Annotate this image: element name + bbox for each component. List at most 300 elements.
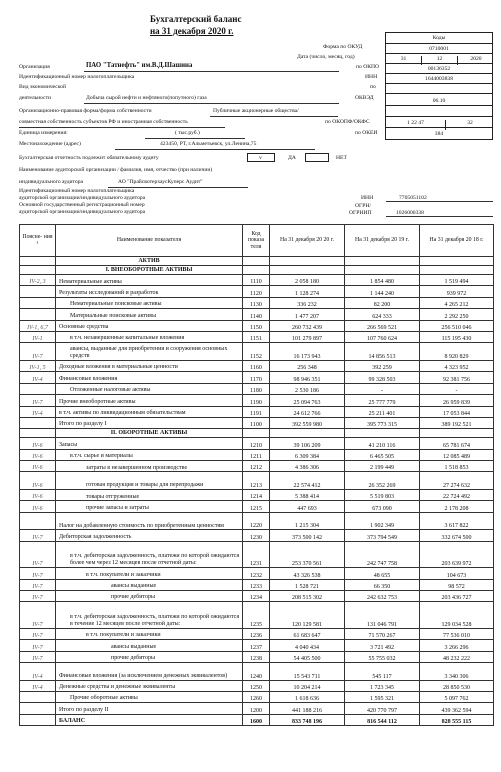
value-2020: 373 500 142 [270,530,345,541]
row-code: 1230 [243,530,270,541]
section-note-cell [20,257,56,266]
note-cell [20,691,56,702]
row-name: в т.ч. активы по ликвидационным обязательствам [56,406,243,417]
section-header-row [20,266,494,275]
table-row [20,360,494,371]
table-row [20,383,494,394]
row-code: 1140 [243,309,270,320]
value-2019: 131 046 791 [345,602,420,628]
activity-label-2: деятельности [19,95,52,101]
section-title: II. ОБОРОТНЫЕ АКТИВЫ [56,429,243,438]
value-2018: 98 572 [420,579,494,590]
value-2020: 15 543 711 [270,662,345,680]
value-2019: 1 902 349 [345,512,420,530]
value-2020: 24 612 766 [270,406,345,417]
table-row [20,372,494,383]
row-name: Материальные поисковые активы [56,309,243,320]
note-cell: IV-7 [20,602,56,628]
value-2018: 129 034 528 [420,602,494,628]
value-2019: 99 328 503 [345,372,420,383]
value-2019: 392 259 [345,360,420,371]
table-row [20,275,494,286]
value-2020: 441 188 216 [270,703,345,714]
value-2018: 439 362 594 [420,703,494,714]
row-code: 1237 [243,640,270,651]
audit-no-checkbox[interactable] [305,153,329,162]
row-code: 1100 [243,417,270,428]
org-label: Организация [19,64,50,70]
value-2019: 1 144 240 [345,286,420,297]
col-name-header: Наименование показателя [56,225,243,257]
value-2019: 420 770 797 [345,703,420,714]
date-day: 31 [386,56,422,65]
row-code: 1236 [243,628,270,639]
section-value-cell [420,429,494,438]
row-code: 1233 [243,579,270,590]
value-2018: 22 724 492 [420,490,494,501]
okopf-label: по ОКОПФ/ОКФС [325,119,370,125]
okei-code: 384 [434,131,444,137]
note-cell [20,297,56,308]
audit-yes-label: ДА [288,155,296,161]
value-2020: 2 058 180 [270,275,345,286]
row-code: 1234 [243,590,270,601]
auditor-ogrn-label: ОГРН/ [355,203,371,209]
note-cell [20,309,56,320]
value-2018: 17 053 844 [420,406,494,417]
value-2020: 1 215 304 [270,512,345,530]
note-cell: IV-7 [20,651,56,662]
inn-code: 1644003838 [425,76,453,82]
value-2020: 5 388 414 [270,490,345,501]
row-name: в т.ч. дебиторская задолженность, платежи по которой ожидаются более чем через 12 месяцев после отчетной даты: [56,541,243,567]
auditor-value: АО "ПрайсвотерхаусКуперс Аудит" [118,179,203,185]
row-name: Прочие внеоборотные активы [56,395,243,406]
value-2019: 624 333 [345,309,420,320]
value-2020: 336 232 [270,297,345,308]
okud-label: Форма по ОКУД [323,44,363,50]
note-cell: IV-6 [20,490,56,501]
auditor-inn-value: 7705051102 [399,195,427,201]
value-2019: 14 856 513 [345,343,420,361]
activity-label-1: Вид экономической [19,84,66,90]
section-value-cell [345,429,420,438]
row-name: Итого по разделу I [56,417,243,428]
note-cell: IV-1 [20,331,56,342]
value-2019: 395 773 315 [345,417,420,428]
value-2020: 22 574 412 [270,472,345,490]
value-2019: 5 519 803 [345,490,420,501]
table-row [20,530,494,541]
value-2018: 12 085 489 [420,449,494,460]
auditor-inn-label: ИНН [361,195,374,201]
auditor-ogrn-value: 1026000338 [396,210,424,216]
table-row [20,320,494,331]
section-value-cell [420,257,494,266]
okved-label: ОКВЭД [355,95,374,101]
row-code: 1214 [243,490,270,501]
row-code: 1215 [243,501,270,512]
row-name: прочие дебиторы [56,651,243,662]
row-code: 1200 [243,703,270,714]
section-code-cell [243,266,270,275]
document-title: Бухгалтерский баланс [150,14,242,24]
note-cell: IV-6 [20,461,56,472]
value-2020: 1 618 636 [270,691,345,702]
value-2019: 242 747 758 [345,541,420,567]
value-2020: 39 106 209 [270,438,345,449]
document-date-title: на 31 декабря 2020 г. [150,26,234,36]
note-cell [20,383,56,394]
value-2019: 82 200 [345,297,420,308]
note-cell: IV-4 [20,680,56,691]
table-row [20,406,494,417]
table-row [20,680,494,691]
activity-value: Добыча сырой нефти и нефтяного(попутного) газа [86,95,207,101]
row-code: 1235 [243,602,270,628]
legal-form-value: Публичные акционерные общества/ [213,108,299,114]
auditor-inn-line [386,201,493,202]
value-2019: 6 465 505 [345,449,420,460]
value-2020: 101 279 897 [270,331,345,342]
value-2018: 256 510 046 [420,320,494,331]
row-code: 1110 [243,275,270,286]
col-2018-header: На 31 декабря 20 18 г. [420,225,494,257]
audit-yes-checkbox[interactable] [247,153,275,162]
date-label: Дата (число, месяц, год) [297,54,355,60]
org-name: ПАО "Татнефть" им.В.Д.Шашина [86,62,193,69]
table-row [20,579,494,590]
value-2019: 1 595 321 [345,691,420,702]
section-note-cell [20,429,56,438]
table-row [20,640,494,651]
value-2018: 203 436 727 [420,590,494,601]
address-value: 423450, РТ, г.Альметьевск, ул.Ленина,75 [160,141,257,147]
table-row [20,501,494,512]
okved-code: 06.10 [432,98,446,104]
note-cell: IV-6 [20,449,56,460]
value-2018: 1 519 494 [420,275,494,286]
row-code: 1238 [243,651,270,662]
value-2020: 1 128 274 [270,286,345,297]
value-2020: 16 173 943 [270,343,345,361]
note-cell: IV-7 [20,541,56,567]
section-title: АКТИВ [56,257,243,266]
value-2020: 43 326 538 [270,568,345,579]
activity-po: по [370,84,376,90]
address-underline [115,149,315,150]
auditor-label: индивидуального аудитора [19,179,83,185]
value-2020: 447 693 [270,501,345,512]
table-row [20,490,494,501]
note-cell [20,714,56,725]
table-body [20,257,494,726]
legal-form-label: Организационно-правовая форма/форма собственности [19,108,152,114]
row-name: прочие запасы и затраты [56,501,243,512]
section-value-cell [270,257,345,266]
section-title: I. ВНЕОБОРОТНЫЕ АКТИВЫ [56,266,243,275]
value-2020: 25 094 763 [270,395,345,406]
value-2019: 673 090 [345,501,420,512]
table-row [20,512,494,530]
note-cell: IV-4 [20,406,56,417]
value-2019: 41 210 116 [345,438,420,449]
value-2018: 389 192 521 [420,417,494,428]
note-cell: IV-7 [20,530,56,541]
balance-table [19,224,494,726]
value-2018: 65 781 674 [420,438,494,449]
value-2019: 55 755 032 [345,651,420,662]
value-2018: 4 323 952 [420,360,494,371]
value-2019: 545 117 [345,662,420,680]
okei-label: по ОКЕИ [355,130,378,136]
section-value-cell [420,266,494,275]
table-row [20,602,494,628]
table-row [20,714,494,725]
note-cell: IV-1, 5 [20,360,56,371]
unit-value: ( тыс.руб.) [175,130,200,136]
ownership-underline [19,127,225,128]
value-2020: 10 204 214 [270,680,345,691]
table-row [20,662,494,680]
note-cell: IV-4 [20,662,56,680]
note-cell: IV-6 [20,438,56,449]
section-value-cell [270,266,345,275]
auditor-inn-text-2: аудиторской организации/индивидуального аудитора [19,195,146,201]
note-cell: IV-7 [20,640,56,651]
row-code: 1160 [243,360,270,371]
row-code: 1240 [243,662,270,680]
row-name: Основные средства [56,320,243,331]
okopf-code: 1 22 47 [386,120,446,130]
table-row [20,472,494,490]
section-header-row [20,257,494,266]
row-code: 1190 [243,395,270,406]
value-2019: 266 569 521 [345,320,420,331]
value-2018: 828 555 115 [420,714,494,725]
row-name: в т.ч. дебиторская задолженность, платежи по которой ожидаются в течение 12 месяцев после отчетной даты: [56,602,243,628]
row-name: в т.ч. покупатели и заказчики [56,568,243,579]
value-2018: 3 617 822 [420,512,494,530]
row-code: 1220 [243,512,270,530]
note-cell: IV-7 [20,579,56,590]
value-2019: 48 655 [345,568,420,579]
row-code: 1210 [243,438,270,449]
row-name: в т.ч. покупатели и заказчики [56,628,243,639]
row-name: авансы выданные [56,579,243,590]
table-row [20,461,494,472]
table-row [20,568,494,579]
value-2020: 98 946 351 [270,372,345,383]
col-note-header: Поясне- ния ¹ [20,225,56,257]
row-code: 1170 [243,372,270,383]
value-2020: 833 748 196 [270,714,345,725]
audit-yes-mark: v [259,155,262,161]
row-name: Нематериальные поисковые активы [56,297,243,308]
okpo-label: по ОКПО [356,64,380,70]
value-2018: 77 536 010 [420,628,494,639]
row-name: Результаты исследований и разработок [56,286,243,297]
row-code: 1191 [243,406,270,417]
row-code: 1212 [243,461,270,472]
ownership-value: совместная собственность субъектов РФ и иностранная собственность [19,119,188,125]
row-code: 1211 [243,449,270,460]
table-row [20,691,494,702]
row-name: Прочие оборотные активы [56,691,243,702]
value-2020: 256 348 [270,360,345,371]
value-2019: 3 721 492 [345,640,420,651]
row-name: Доходные вложения в материальные ценности [56,360,243,371]
auditor-ogrn-text-1: Основной государственный регистрационный номер [19,202,145,208]
value-2019: 25 777 779 [345,395,420,406]
row-name: Отложенные налоговые активы [56,383,243,394]
row-name: Итого по разделу II [56,703,243,714]
value-2018: - [420,383,494,394]
value-2018: 3 266 296 [420,640,494,651]
value-2019: 1 723 345 [345,680,420,691]
row-code: 1130 [243,297,270,308]
value-2020: 1 528 721 [270,579,345,590]
value-2019: 71 570 267 [345,628,420,639]
row-name: Дебиторская задолженность [56,530,243,541]
value-2018: 115 195 430 [420,331,494,342]
auditor-ogrn-text-2: аудиторской организации/индивидуального аудитора [19,209,146,215]
row-name: в.т.ч. сырье и материалы [56,449,243,460]
section-code-cell [243,429,270,438]
table-row [20,343,494,361]
date-year: 2020 [470,56,482,62]
audit-label: Бухгалтерская отчетность подлежит обязательному аудиту [19,155,159,161]
row-name: товары отгруженные [56,490,243,501]
value-2018: 48 232 222 [420,651,494,662]
value-2020: 61 683 647 [270,628,345,639]
note-cell: IV-1, 6,7 [20,320,56,331]
note-cell [20,512,56,530]
row-name: Финансовые вложения (за исключением денежных эквивалентов) [56,662,243,680]
value-2018: 92 381 756 [420,372,494,383]
value-2018: 3 340 306 [420,662,494,680]
value-2018: 8 920 829 [420,343,494,361]
table-row [20,286,494,297]
value-2019: 816 544 112 [345,714,420,725]
table-row [20,417,494,428]
auditor-ogrn-line [386,216,493,217]
value-2019: 373 794 549 [345,530,420,541]
value-2018: 939 972 [420,286,494,297]
note-cell: IV-7 [20,590,56,601]
note-cell: IV-7 [20,343,56,361]
auditor-name-label: Наименование аудиторской организации / фамилия, имя, отчество (при наличии) [19,167,213,173]
row-code: 1600 [243,714,270,725]
legal-form-underline [210,116,338,117]
value-2019: 107 760 624 [345,331,420,342]
table-row [20,628,494,639]
value-2018: 104 673 [420,568,494,579]
col-2019-header: На 31 декабря 20 19 г. [345,225,420,257]
value-2020: 260 732 439 [270,320,345,331]
row-name: прочие дебиторы [56,590,243,601]
audit-no-label: НЕТ [336,155,347,161]
note-cell: IV-4 [20,372,56,383]
note-cell: IV-2, 3 [20,275,56,286]
section-value-cell [270,429,345,438]
value-2019: - [345,383,420,394]
row-code: 1151 [243,331,270,342]
value-2018: 332 674 500 [420,530,494,541]
activity-underline [84,103,339,104]
value-2019: 26 352 269 [345,472,420,490]
okpo-code: 00136352 [427,66,451,72]
unit-underline [145,138,245,139]
row-code: 1120 [243,286,270,297]
okud-code: 0710001 [429,46,449,52]
row-name: авансы, выданные для приобретения и сооружения основных средств [56,343,243,361]
value-2018: 203 639 972 [420,541,494,567]
col-2020-header: На 31 декабря 20 20 г. [270,225,345,257]
value-2020: 4 386 306 [270,461,345,472]
value-2019: 66 350 [345,579,420,590]
inn-label-text: Идентификационный номер налогоплательщика [19,74,135,80]
org-underline [84,71,339,72]
table-row [20,331,494,342]
table-row [20,541,494,567]
value-2020: 253 370 561 [270,541,345,567]
table-row [20,297,494,308]
section-note-cell [20,266,56,275]
value-2020: 208 515 302 [270,590,345,601]
row-name: готовая продукция и товары для перепродажи [56,472,243,490]
row-name: Денежные средства и денежные эквиваленты [56,680,243,691]
row-code: 1232 [243,568,270,579]
section-code-cell [243,257,270,266]
row-name: Финансовые вложения [56,372,243,383]
value-2018: 5 097 762 [420,691,494,702]
value-2020: 54 405 500 [270,651,345,662]
value-2020: 2 530 186 [270,383,345,394]
section-value-cell [345,266,420,275]
value-2019: 1 854 480 [345,275,420,286]
note-cell: IV-7 [20,568,56,579]
note-cell: IV-6 [20,472,56,490]
table-row [20,309,494,320]
auditor-ogrnip-label: ОГРНИП [349,210,372,216]
note-cell [20,417,56,428]
unit-label: Единица измерения: [19,130,68,136]
value-2018: 2 178 208 [420,501,494,512]
value-2018: 2 292 250 [420,309,494,320]
value-2020: 392 559 980 [270,417,345,428]
table-row [20,703,494,714]
codes-box [385,32,493,140]
value-2020: 4 040 434 [270,640,345,651]
row-code: 1150 [243,320,270,331]
value-2020: 1 477 207 [270,309,345,320]
row-code: 1213 [243,472,270,490]
row-name: БАЛАНС [56,714,243,725]
row-name: в т.ч. незавершенные капитальные вложения [56,331,243,342]
row-code: 1260 [243,691,270,702]
row-name: затраты в незавершенном производстве [56,461,243,472]
row-name: авансы выданные [56,640,243,651]
note-cell [20,286,56,297]
address-label: Местонахождение (адрес) [19,141,81,147]
date-month: 12 [422,56,458,65]
value-2018: 27 274 632 [420,472,494,490]
row-name: Запасы [56,438,243,449]
note-cell: IV-6 [20,501,56,512]
value-2019: 2 199 449 [345,461,420,472]
row-code: 1152 [243,343,270,361]
